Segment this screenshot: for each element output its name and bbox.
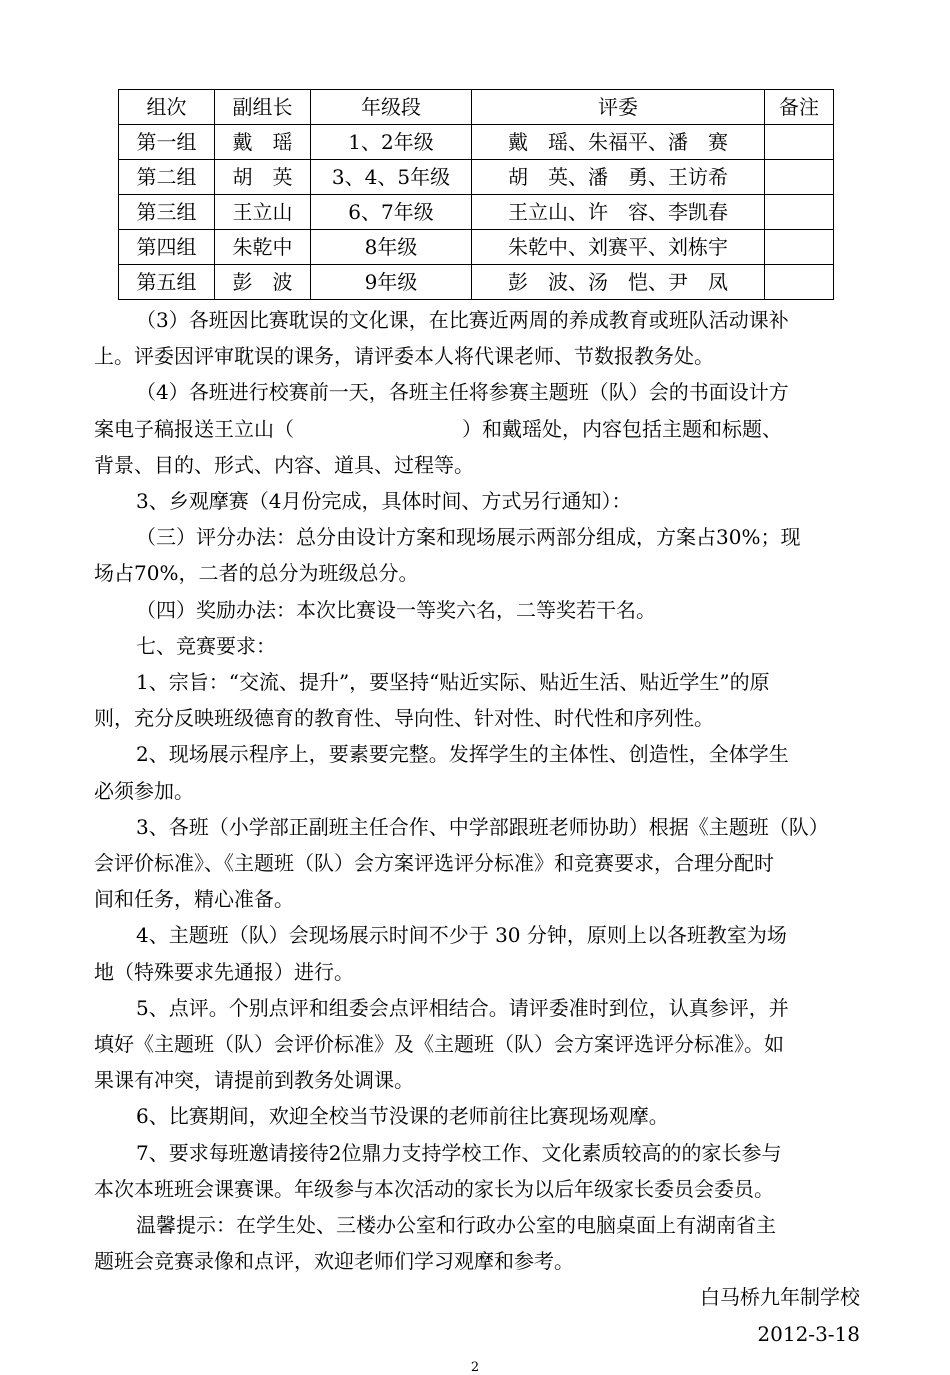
body-line: （三）评分办法：总分由设计方案和现场展示两部分组成，方案占30%；现 bbox=[136, 525, 801, 550]
body-line: 3、乡观摩赛（4月份完成，具体时间、方式另行通知）： bbox=[136, 489, 632, 513]
page-number: 2 bbox=[470, 1359, 480, 1375]
table-cell: 第一组 bbox=[119, 125, 215, 160]
table-cell bbox=[765, 125, 834, 160]
body-line bbox=[94, 411, 860, 447]
table-cell: 3、4、5年级 bbox=[311, 160, 472, 195]
body-line: 温馨提示：在学生处、三楼办公室和行政办公室的电脑桌面上有湖南省主 bbox=[136, 1213, 776, 1237]
table-cell: 第三组 bbox=[119, 195, 215, 230]
header-cell: 备注 bbox=[765, 90, 834, 125]
body-line: 4、主题班（队）会现场展示时间不少于 30 分钟，原则上以各班教室为场 bbox=[136, 923, 787, 948]
body-line: 背景、目的、形式、内容、道具、过程等。 bbox=[94, 452, 474, 477]
table-cell: 第二组 bbox=[119, 160, 215, 195]
body-line: 场占70%，二者的总分为班级总分。 bbox=[94, 561, 419, 586]
table-cell: 彭 波、汤 恺、尹 凤 bbox=[472, 265, 765, 300]
signature-school: 白马桥九年制学校 bbox=[700, 1285, 860, 1310]
table-cell: 王立山、许 容、李凯春 bbox=[472, 195, 765, 230]
table-cell: 胡 英、潘 勇、王访希 bbox=[472, 160, 765, 195]
body-line: 3、各班（小学部正副班主任合作、中学部跟班老师协助）根据《主题班（队） bbox=[136, 814, 829, 839]
body-line: 5、点评。个别点评和组委会点评相结合。请评委准时到位，认真参评，并 bbox=[136, 995, 789, 1020]
body-line: 2、现场展示程序上，要素要完整。发挥学生的主体性、创造性，全体学生 bbox=[136, 742, 789, 767]
table-cell: 戴 瑶 bbox=[215, 125, 311, 160]
table-row bbox=[119, 125, 834, 160]
table-cell: 第四组 bbox=[119, 230, 215, 265]
body-line: 6、比赛期间，欢迎全校当节没课的老师前往比赛现场观摩。 bbox=[136, 1104, 669, 1129]
body-line: 本次本班班会课赛课。年级参与本次活动的家长为以后年级家长委员会委员。 bbox=[94, 1176, 774, 1201]
line-text-before-blank: 案电子稿报送王立山（ bbox=[94, 416, 294, 441]
body-line: （四）奖励办法：本次比赛设一等奖六名，二等奖若干名。 bbox=[136, 597, 656, 622]
body-line: （4）各班进行校赛前一天，各班主任将参赛主题班（队）会的书面设计方 bbox=[136, 380, 789, 405]
table-cell: 6、7年级 bbox=[311, 195, 472, 230]
signature-date: 2012-3-18 bbox=[757, 1321, 860, 1346]
table-cell: 9年级 bbox=[311, 265, 472, 300]
body-line: 填好《主题班（队）会评价标准》及《主题班（队）会方案评选评分标准》。如 bbox=[94, 1032, 784, 1056]
body-line: （3）各班因比赛耽误的文化课，在比赛近两周的养成教育或班队活动课补 bbox=[136, 308, 789, 332]
table-cell: 胡 英 bbox=[215, 160, 311, 195]
body-line: 上。评委因评审耽误的课务，请评委本人将代课老师、节数报教务处。 bbox=[94, 344, 714, 369]
table-row bbox=[119, 195, 834, 230]
table-row bbox=[119, 265, 834, 300]
body-line: 间和任务，精心准备。 bbox=[94, 887, 294, 912]
table-cell bbox=[765, 265, 834, 300]
table-cell bbox=[765, 195, 834, 230]
section-heading: 七、竞赛要求： bbox=[136, 633, 276, 658]
table-cell: 朱乾中 bbox=[215, 230, 311, 265]
table-cell: 1、2年级 bbox=[311, 125, 472, 160]
body-line: 1、宗旨：“交流、提升”，要坚持“贴近实际、贴近生活、贴近学生”的原 bbox=[136, 670, 770, 694]
table-cell bbox=[765, 230, 834, 265]
table-header-row bbox=[119, 90, 834, 125]
table-cell: 戴 瑶、朱福平、潘 赛 bbox=[472, 125, 765, 160]
table-row bbox=[119, 230, 834, 265]
body-line: 果课有冲突，请提前到教务处调课。 bbox=[94, 1068, 414, 1093]
table-cell: 第五组 bbox=[119, 265, 215, 300]
table-cell: 王立山 bbox=[215, 195, 311, 230]
table-row bbox=[119, 160, 834, 195]
body-line: 会评价标准》、《主题班（队）会方案评选评分标准》和竞赛要求，合理分配时 bbox=[94, 851, 774, 875]
group-table bbox=[118, 89, 834, 300]
header-cell: 评委 bbox=[472, 90, 765, 125]
table-cell: 彭 波 bbox=[215, 265, 311, 300]
table-cell: 8年级 bbox=[311, 230, 472, 265]
line-text-after-blank: ）和戴瑶处，内容包括主题和标题、 bbox=[462, 416, 782, 441]
body-line: 7、要求每班邀请接待2位鼎力支持学校工作、文化素质较高的的家长参与 bbox=[136, 1140, 782, 1165]
header-cell: 组次 bbox=[119, 90, 215, 125]
table-cell: 朱乾中、刘赛平、刘栋宇 bbox=[472, 230, 765, 265]
body-line: 必须参加。 bbox=[94, 778, 194, 803]
body-line: 地（特殊要求先通报）进行。 bbox=[94, 959, 354, 984]
header-cell: 年级段 bbox=[311, 90, 472, 125]
header-cell: 副组长 bbox=[215, 90, 311, 125]
body-line: 则，充分反映班级德育的教育性、导向性、针对性、时代性和序列性。 bbox=[94, 706, 714, 731]
table-cell bbox=[765, 160, 834, 195]
body-line: 题班会竞赛录像和点评，欢迎老师们学习观摩和参考。 bbox=[94, 1249, 574, 1274]
